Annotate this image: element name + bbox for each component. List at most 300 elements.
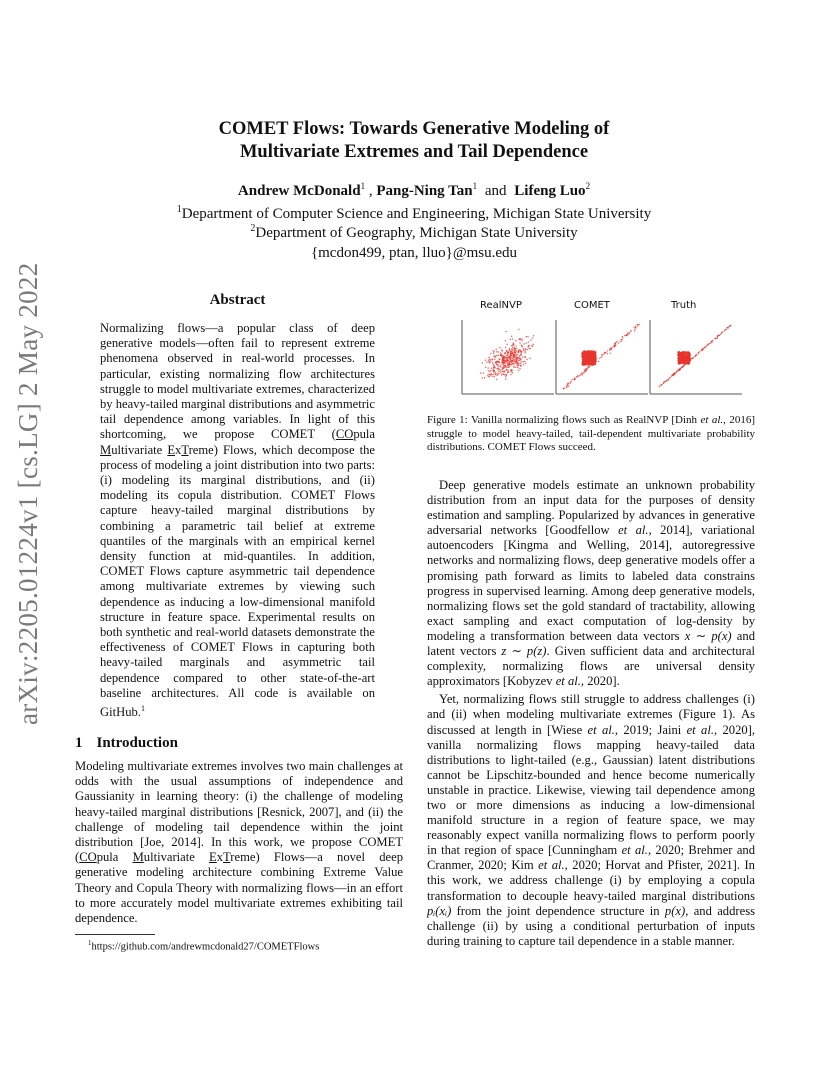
scatter-point xyxy=(506,369,508,371)
scatter-point xyxy=(518,350,520,352)
author-name: Pang-Ning Tan xyxy=(376,183,473,199)
scatter-point xyxy=(502,357,504,359)
scatter-point xyxy=(686,352,688,354)
scatter-point xyxy=(587,366,588,367)
scatter-point xyxy=(532,337,534,339)
arxiv-stamp: arXiv:2205.01224v1 [cs.LG] 2 May 2022 xyxy=(13,262,43,725)
scatter-point xyxy=(607,350,608,351)
scatter-point xyxy=(532,345,534,347)
scatter-point xyxy=(491,368,493,370)
scatter-point xyxy=(520,365,522,367)
scatter-point xyxy=(604,353,605,354)
scatter-point xyxy=(488,360,490,362)
scatter-point xyxy=(488,370,490,372)
scatter-point xyxy=(492,375,494,377)
scatter-point xyxy=(582,361,584,363)
scatter-point xyxy=(595,358,597,360)
scatter-point xyxy=(587,364,589,366)
scatter-point xyxy=(528,341,530,343)
scatter-point xyxy=(602,354,603,355)
scatter-point xyxy=(507,362,509,364)
scatter-point xyxy=(659,386,660,387)
scatter-point xyxy=(529,357,531,359)
scatter-point xyxy=(493,352,495,354)
scatter-point xyxy=(500,352,502,354)
scatter-point xyxy=(585,368,586,369)
figure-label-truth: Truth xyxy=(671,300,697,311)
scatter-point xyxy=(494,355,496,357)
scatter-point xyxy=(585,371,586,372)
scatter-point xyxy=(501,356,503,358)
scatter-point xyxy=(515,359,517,361)
scatter-point xyxy=(691,358,692,359)
scatter-point xyxy=(520,338,522,340)
author-and: and xyxy=(484,183,507,199)
scatter-point xyxy=(495,374,497,376)
scatter-point xyxy=(577,375,578,376)
scatter-point xyxy=(722,331,723,332)
scatter-point xyxy=(699,351,700,352)
scatter-point xyxy=(686,354,688,356)
scatter-point xyxy=(525,342,527,344)
scatter-point xyxy=(494,370,496,372)
scatter-point xyxy=(501,349,503,351)
scatter-point xyxy=(487,367,489,369)
scatter-point xyxy=(627,332,628,333)
scatter-point xyxy=(689,354,691,356)
realnvp-scatter-plot xyxy=(461,319,555,395)
scatter-point xyxy=(480,372,482,374)
scatter-point xyxy=(687,357,689,359)
scatter-point xyxy=(485,366,487,368)
scatter-point xyxy=(511,351,513,353)
scatter-point xyxy=(614,343,615,344)
scatter-point xyxy=(529,348,531,350)
scatter-point xyxy=(488,376,490,378)
scatter-point xyxy=(521,351,523,353)
realnvp-points xyxy=(480,329,534,381)
scatter-point xyxy=(680,359,682,361)
scatter-point xyxy=(687,362,688,363)
scatter-point xyxy=(582,359,584,361)
scatter-point xyxy=(505,376,507,378)
scatter-point xyxy=(519,368,521,370)
scatter-point xyxy=(510,369,512,371)
scatter-point xyxy=(517,365,519,367)
scatter-point xyxy=(513,344,515,346)
figure-label-realnvp: RealNVP xyxy=(480,300,522,311)
scatter-point xyxy=(512,358,514,360)
scatter-point xyxy=(585,350,587,352)
scatter-point xyxy=(482,377,484,379)
scatter-point xyxy=(493,371,495,373)
right-column-body xyxy=(427,478,755,949)
scatter-point xyxy=(521,361,523,363)
scatter-point xyxy=(523,343,525,345)
scatter-point xyxy=(582,352,584,354)
scatter-point xyxy=(487,374,489,376)
scatter-point xyxy=(683,353,685,355)
scatter-point xyxy=(498,351,500,353)
scatter-point xyxy=(519,342,521,344)
scatter-point xyxy=(483,372,485,374)
scatter-point xyxy=(498,371,500,373)
scatter-point xyxy=(513,351,515,353)
scatter-point xyxy=(671,375,672,376)
scatter-point xyxy=(495,367,497,369)
scatter-point xyxy=(637,325,638,326)
scatter-point xyxy=(696,354,697,355)
scatter-point xyxy=(532,343,534,345)
scatter-point xyxy=(636,324,637,325)
scatter-point xyxy=(705,347,706,348)
scatter-point xyxy=(508,358,510,360)
author-list: Andrew McDonald$^1$ , Pang-Ning Tan$^1$ and Lifeng Luo$^2$ xyxy=(237,181,591,199)
scatter-point xyxy=(502,364,504,366)
scatter-point xyxy=(679,351,681,353)
scatter-point xyxy=(516,350,518,352)
author-affil-mark: 1 xyxy=(472,181,478,191)
scatter-point xyxy=(517,360,519,362)
scatter-point xyxy=(515,366,517,368)
scatter-point xyxy=(583,355,585,357)
scatter-point xyxy=(595,354,597,356)
scatter-point xyxy=(708,344,709,345)
scatter-point xyxy=(506,361,508,363)
scatter-point xyxy=(495,348,497,350)
scatter-point xyxy=(680,361,682,363)
scatter-point xyxy=(515,345,517,347)
scatter-point xyxy=(518,363,520,365)
scatter-point xyxy=(587,350,589,352)
scatter-point xyxy=(527,336,529,338)
scatter-point xyxy=(505,353,507,355)
scatter-point xyxy=(505,378,507,380)
scatter-point xyxy=(490,370,492,372)
scatter-point xyxy=(627,334,628,335)
scatter-point xyxy=(505,340,507,342)
scatter-point xyxy=(582,363,584,365)
scatter-point xyxy=(585,361,587,363)
scatter-point xyxy=(621,341,622,342)
section-heading-introduction: 1 Introduction xyxy=(75,735,178,751)
scatter-point xyxy=(605,352,606,353)
scatter-point xyxy=(508,351,510,353)
scatter-point xyxy=(601,356,602,357)
scatter-point xyxy=(684,357,686,359)
abstract-footnote-mark: 1 xyxy=(140,704,145,714)
scatter-point xyxy=(692,358,693,359)
scatter-point xyxy=(584,352,586,354)
scatter-point xyxy=(622,337,623,338)
scatter-point xyxy=(614,346,615,347)
scatter-point xyxy=(584,358,586,360)
author-name: Andrew McDonald xyxy=(237,183,361,199)
scatter-point xyxy=(490,361,492,363)
scatter-point xyxy=(503,370,505,372)
scatter-point xyxy=(496,361,498,363)
footnote: $^1$https://github.com/andrewmcdonald27/COMETFlows xyxy=(88,939,320,953)
scatter-point xyxy=(495,356,497,358)
scatter-point xyxy=(506,374,508,376)
scatter-point xyxy=(639,324,640,325)
scatter-point xyxy=(633,327,634,328)
scatter-point xyxy=(512,372,514,374)
scatter-point xyxy=(688,362,690,364)
scatter-point xyxy=(507,355,509,357)
scatter-point xyxy=(506,351,508,353)
scatter-point xyxy=(566,387,567,388)
scatter-point xyxy=(514,349,516,351)
scatter-point xyxy=(710,343,711,344)
scatter-point xyxy=(710,341,711,342)
scatter-point xyxy=(689,360,690,361)
scatter-point xyxy=(522,356,524,358)
scatter-point xyxy=(493,365,495,367)
scatter-point xyxy=(621,339,622,340)
scatter-point xyxy=(497,361,499,363)
scatter-point xyxy=(502,359,504,361)
author-emails: {mcdon499, ptan, lluo}@msu.edu xyxy=(310,245,518,261)
scatter-point xyxy=(488,373,490,375)
scatter-point xyxy=(512,349,514,351)
scatter-point xyxy=(676,371,677,372)
scatter-point xyxy=(584,370,585,371)
scatter-point xyxy=(515,352,517,354)
scatter-point xyxy=(506,344,508,346)
scatter-point xyxy=(496,379,498,381)
scatter-point xyxy=(698,352,699,353)
scatter-point xyxy=(507,359,509,361)
scatter-point xyxy=(495,361,497,363)
scatter-point xyxy=(511,371,513,373)
scatter-point xyxy=(523,348,525,350)
scatter-point xyxy=(635,327,636,328)
scatter-point xyxy=(607,353,608,354)
scatter-point xyxy=(511,361,513,363)
scatter-point xyxy=(488,357,490,359)
scatter-point xyxy=(492,359,494,361)
scatter-point xyxy=(700,350,701,351)
scatter-point xyxy=(511,364,513,366)
scatter-point xyxy=(706,345,707,346)
scatter-point xyxy=(505,331,507,333)
scatter-point xyxy=(719,335,720,336)
scatter-point xyxy=(600,357,601,358)
scatter-point xyxy=(724,329,725,330)
comet-points xyxy=(563,324,640,390)
scatter-point xyxy=(492,350,494,352)
scatter-point xyxy=(497,373,499,375)
scatter-point xyxy=(516,348,518,350)
scatter-point xyxy=(582,374,583,375)
scatter-point xyxy=(668,379,669,380)
scatter-point xyxy=(508,349,510,351)
scatter-point xyxy=(508,366,510,368)
scatter-point xyxy=(494,359,496,361)
scatter-point xyxy=(589,366,590,367)
scatter-point xyxy=(511,370,513,372)
scatter-point xyxy=(609,350,610,351)
scatter-point xyxy=(685,364,686,365)
scatter-point xyxy=(678,360,680,362)
scatter-point xyxy=(680,368,681,369)
scatter-point xyxy=(611,349,612,350)
scatter-point xyxy=(634,329,635,330)
scatter-point xyxy=(526,358,528,360)
scatter-point xyxy=(521,345,523,347)
title-line-1: COMET Flows: Towards Generative Modeling of xyxy=(218,119,610,139)
footnote-link[interactable]: https://github.com/andrewmcdonald27/COMETFlows xyxy=(91,941,320,953)
scatter-point xyxy=(513,357,515,359)
scatter-point xyxy=(584,363,586,365)
scatter-point xyxy=(568,383,569,384)
scatter-point xyxy=(683,366,684,367)
scatter-point xyxy=(489,371,491,373)
scatter-point xyxy=(494,351,496,353)
truth-scatter-plot xyxy=(649,319,743,395)
scatter-point xyxy=(518,329,520,331)
scatter-point xyxy=(527,349,529,351)
scatter-point xyxy=(507,372,509,374)
scatter-point xyxy=(619,341,620,342)
scatter-point xyxy=(618,342,619,343)
scatter-point xyxy=(498,366,500,368)
scatter-point xyxy=(502,373,504,375)
scatter-point xyxy=(499,359,501,361)
scatter-point xyxy=(510,339,512,341)
affiliation-2: $^2$Department of Geography, Michigan State University xyxy=(250,223,578,241)
scatter-point xyxy=(482,362,484,364)
scatter-point xyxy=(492,362,494,364)
paper-title xyxy=(0,118,828,164)
scatter-point xyxy=(515,362,517,364)
scatter-point xyxy=(500,372,502,374)
scatter-point xyxy=(587,353,589,355)
scatter-point xyxy=(677,370,678,371)
scatter-point xyxy=(519,349,521,351)
scatter-point xyxy=(498,355,500,357)
scatter-point xyxy=(511,355,513,357)
scatter-point xyxy=(595,360,596,361)
scatter-point xyxy=(493,366,495,368)
scatter-point xyxy=(510,359,512,361)
author-name: Lifeng Luo xyxy=(514,183,586,199)
scatter-point xyxy=(491,373,493,375)
scatter-point xyxy=(500,364,502,366)
author-affil-mark: 1 xyxy=(360,181,366,191)
scatter-point xyxy=(530,339,532,341)
scatter-point xyxy=(524,356,526,358)
scatter-point xyxy=(520,354,522,356)
scatter-point xyxy=(492,374,494,376)
scatter-point xyxy=(594,356,596,358)
scatter-point xyxy=(517,367,519,369)
scatter-point xyxy=(523,364,525,366)
scatter-point xyxy=(504,360,506,362)
scatter-point xyxy=(508,364,510,366)
scatter-point xyxy=(610,353,611,354)
scatter-point xyxy=(568,386,569,387)
scatter-point xyxy=(574,379,575,380)
scatter-point xyxy=(724,330,725,331)
scatter-point xyxy=(563,388,564,389)
scatter-point xyxy=(683,365,684,366)
truth-points xyxy=(659,325,732,387)
scatter-point xyxy=(503,367,505,369)
scatter-point xyxy=(485,359,487,361)
scatter-point xyxy=(493,364,495,366)
scatter-point xyxy=(709,343,710,344)
scatter-point xyxy=(512,363,514,365)
scatter-point xyxy=(518,338,520,340)
scatter-point xyxy=(716,337,717,338)
scatter-point xyxy=(489,375,491,377)
paragraph: Yet, normalizing flows still struggle to address challenges (i) and (ii) when modeling multivariate extremes (Figure 1). As discussed at length in [Wiese et al., 2019; Jaini et al., 2020], vanilla normalizing flows mapping heavy-tailed data distributions to light-tailed (e.g., Gaussian) latent distributions cannot be Lipschitz-bounded and hence become numerically unstable in practice. Likewise, viewing tail dependence among two or more dimensions as inducing a low-dimensional manifold structure in a region of feature space, we may reasonably expect vanilla normalizing flows to perform poorly in that region of space [Cunningham et al., 2020; Brehmer and Cranmer, 2020; Kim et al., 2020; Horvat and Pfister, 2021]. In this work, we address challenge (i) by employing a copula transformation to decouple heavy-tailed marginal distributions pᵢ(xᵢ) from the joint dependence structure in p(x), and address challenge (ii) by using a conditional perturbation of inputs during training to capture tail dependence in a stable manner. xyxy=(427,692,756,948)
scatter-point xyxy=(721,333,722,334)
scatter-point xyxy=(500,366,502,368)
scatter-point xyxy=(505,346,507,348)
scatter-point xyxy=(513,365,515,367)
scatter-point xyxy=(590,357,592,359)
scatter-point xyxy=(583,372,584,373)
scatter-point xyxy=(511,335,512,337)
scatter-point xyxy=(727,327,728,328)
scatter-point xyxy=(510,357,512,359)
scatter-point xyxy=(564,388,565,389)
scatter-point xyxy=(488,358,490,360)
paragraph: Deep generative models estimate an unknown probability distribution from an input data for the purposes of density estimation and sampling. Popularized by advances in generative adversarial networks [Goodfellow et al., 2014], variational autoencoders [Kingma and Welling, 2014], autoregressive networks and normalizing flows, deep generative models offer a promising path forward as limits to labeled data constrains progress in supervised learning. Among deep generative models, normalizing flows set the gold standard of tractability, allowing exact sampling and exact computation of log-density by modeling a transformation between data vectors x ∼ p(x) and latent vectors z ∼ p(z). Given sufficient data and architectural complexity, normalizing flows are universal density approximators [Kobyzev et al., 2020]. xyxy=(427,478,755,689)
scatter-point xyxy=(504,365,506,367)
scatter-point xyxy=(513,367,515,369)
scatter-point xyxy=(666,380,667,381)
scatter-point xyxy=(498,369,500,371)
affiliation-1: $^1$Department of Computer Science and Engineering, Michigan State University xyxy=(176,204,652,222)
scatter-point xyxy=(588,359,590,361)
scatter-point xyxy=(525,336,527,338)
scatter-point xyxy=(673,374,674,375)
scatter-point xyxy=(593,352,595,354)
scatter-point xyxy=(514,347,516,349)
scatter-point xyxy=(592,358,594,360)
scatter-point xyxy=(695,355,696,356)
scatter-point xyxy=(533,335,535,337)
scatter-point xyxy=(728,326,729,327)
scatter-point xyxy=(513,343,515,345)
scatter-point xyxy=(587,355,589,357)
scatter-point xyxy=(520,358,522,360)
scatter-point xyxy=(502,362,504,364)
comet-scatter-plot xyxy=(555,319,649,395)
scatter-point xyxy=(614,345,615,346)
scatter-point xyxy=(625,335,626,336)
scatter-point xyxy=(500,370,502,372)
scatter-point xyxy=(634,330,635,331)
title-line-2: Multivariate Extremes and Tail Dependence xyxy=(239,142,589,162)
scatter-point xyxy=(624,335,625,336)
scatter-point xyxy=(497,364,499,366)
scatter-point xyxy=(581,373,582,374)
scatter-point xyxy=(516,357,518,359)
scatter-point xyxy=(524,350,526,352)
scatter-point xyxy=(486,361,488,363)
scatter-point xyxy=(510,352,512,354)
scatter-point xyxy=(630,330,631,331)
scatter-point xyxy=(518,356,520,358)
scatter-point xyxy=(587,368,588,369)
scatter-point xyxy=(678,370,679,371)
scatter-point xyxy=(678,363,680,365)
